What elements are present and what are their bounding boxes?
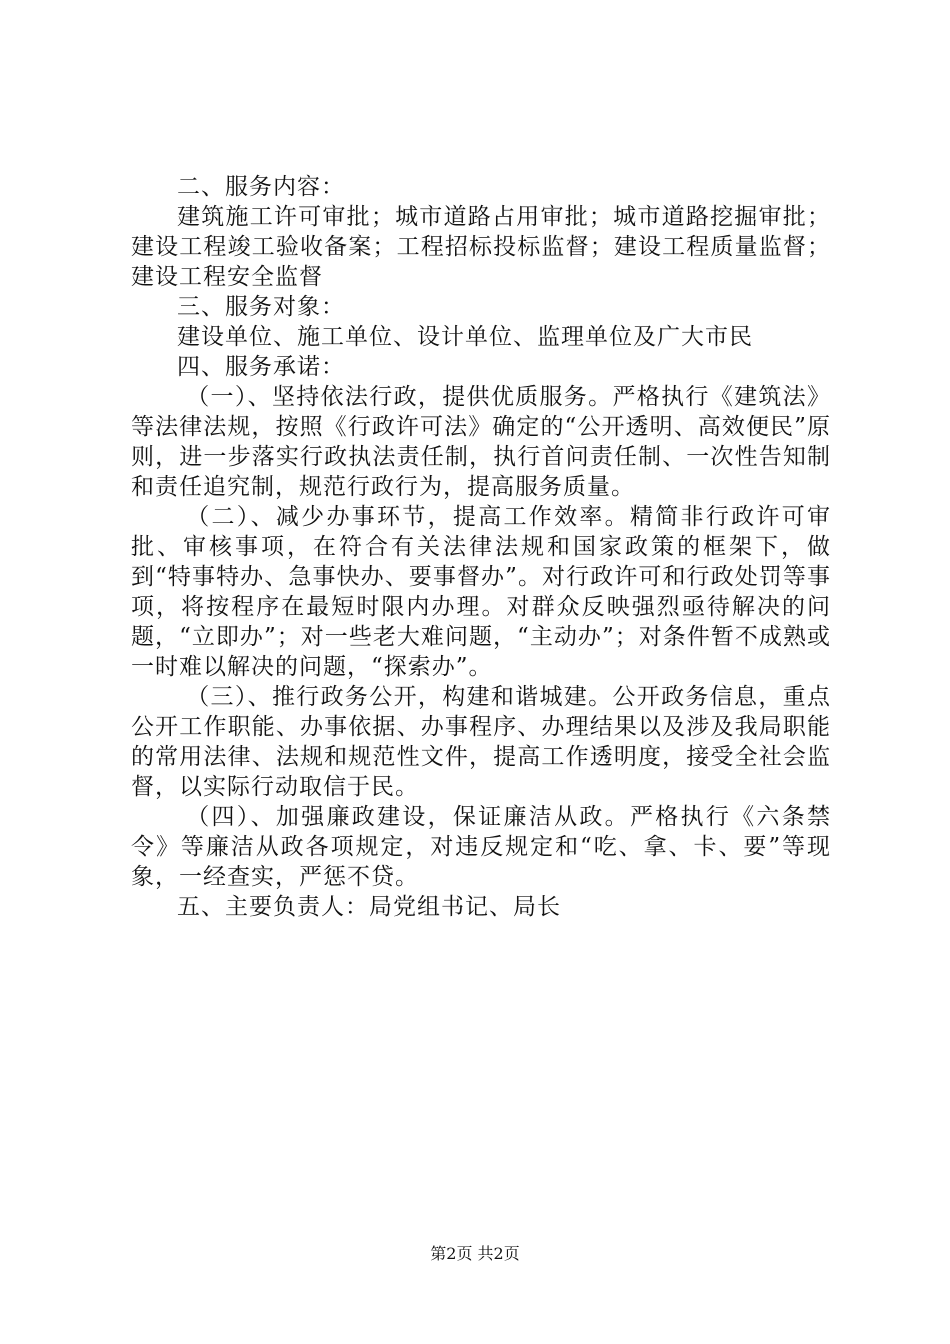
promise-item-2: （二）、减少办事环节，提高工作效率。精简非行政许可审批、审核事项，在符合有关法律法规和国家政策的框架下，做到“特事特办、急事快办、要事督办”。对行政许可和行政处罚等事项，将按程序在最短时限内办理。对群众反映强烈亟待解决的问题，“立即办”；对一些老大难问题，“主动办”；对条件暂不成熟或一时难以解决的问题，“探索办”。	[131, 504, 831, 680]
document-body	[131, 172, 831, 922]
promise-item-1: （一）、坚持依法行政，提供优质服务。严格执行《建筑法》等法律法规，按照《行政许可法》确定的“公开透明、高效便民”原则，进一步落实行政执法责任制，执行首问责任制、一次性告知制和责任追究制，规范行政行为，提高服务质量。	[131, 384, 831, 500]
service-target-paragraph: 建设单位、施工单位、设计单位、监理单位及广大市民	[177, 324, 753, 350]
heading-responsible-person: 五、主要负责人：局党组书记、局长	[177, 894, 561, 920]
service-content-paragraph: 建筑施工许可审批；城市道路占用审批；城市道路挖掘审批；建设工程竣工验收备案；工程招标投标监督；建设工程质量监督；建设工程安全监督	[131, 204, 831, 290]
heading-service-content: 二、服务内容：	[177, 174, 345, 200]
promise-item-4: （四）、加强廉政建设，保证廉洁从政。严格执行《六条禁令》等廉洁从政各项规定，对违反规定和“吃、拿、卡、要”等现象，一经查实，严惩不贷。	[131, 804, 831, 890]
heading-service-promise: 四、服务承诺：	[177, 354, 345, 380]
heading-service-target: 三、服务对象：	[177, 294, 345, 320]
promise-item-3: （三）、推行政务公开，构建和谐城建。公开政务信息，重点公开工作职能、办事依据、办事程序、办理结果以及涉及我局职能的常用法律、法规和规范性文件，提高工作透明度，接受全社会监督，以实际行动取信于民。	[131, 684, 831, 800]
page-number-footer: 第2页 共2页	[430, 1244, 520, 1263]
